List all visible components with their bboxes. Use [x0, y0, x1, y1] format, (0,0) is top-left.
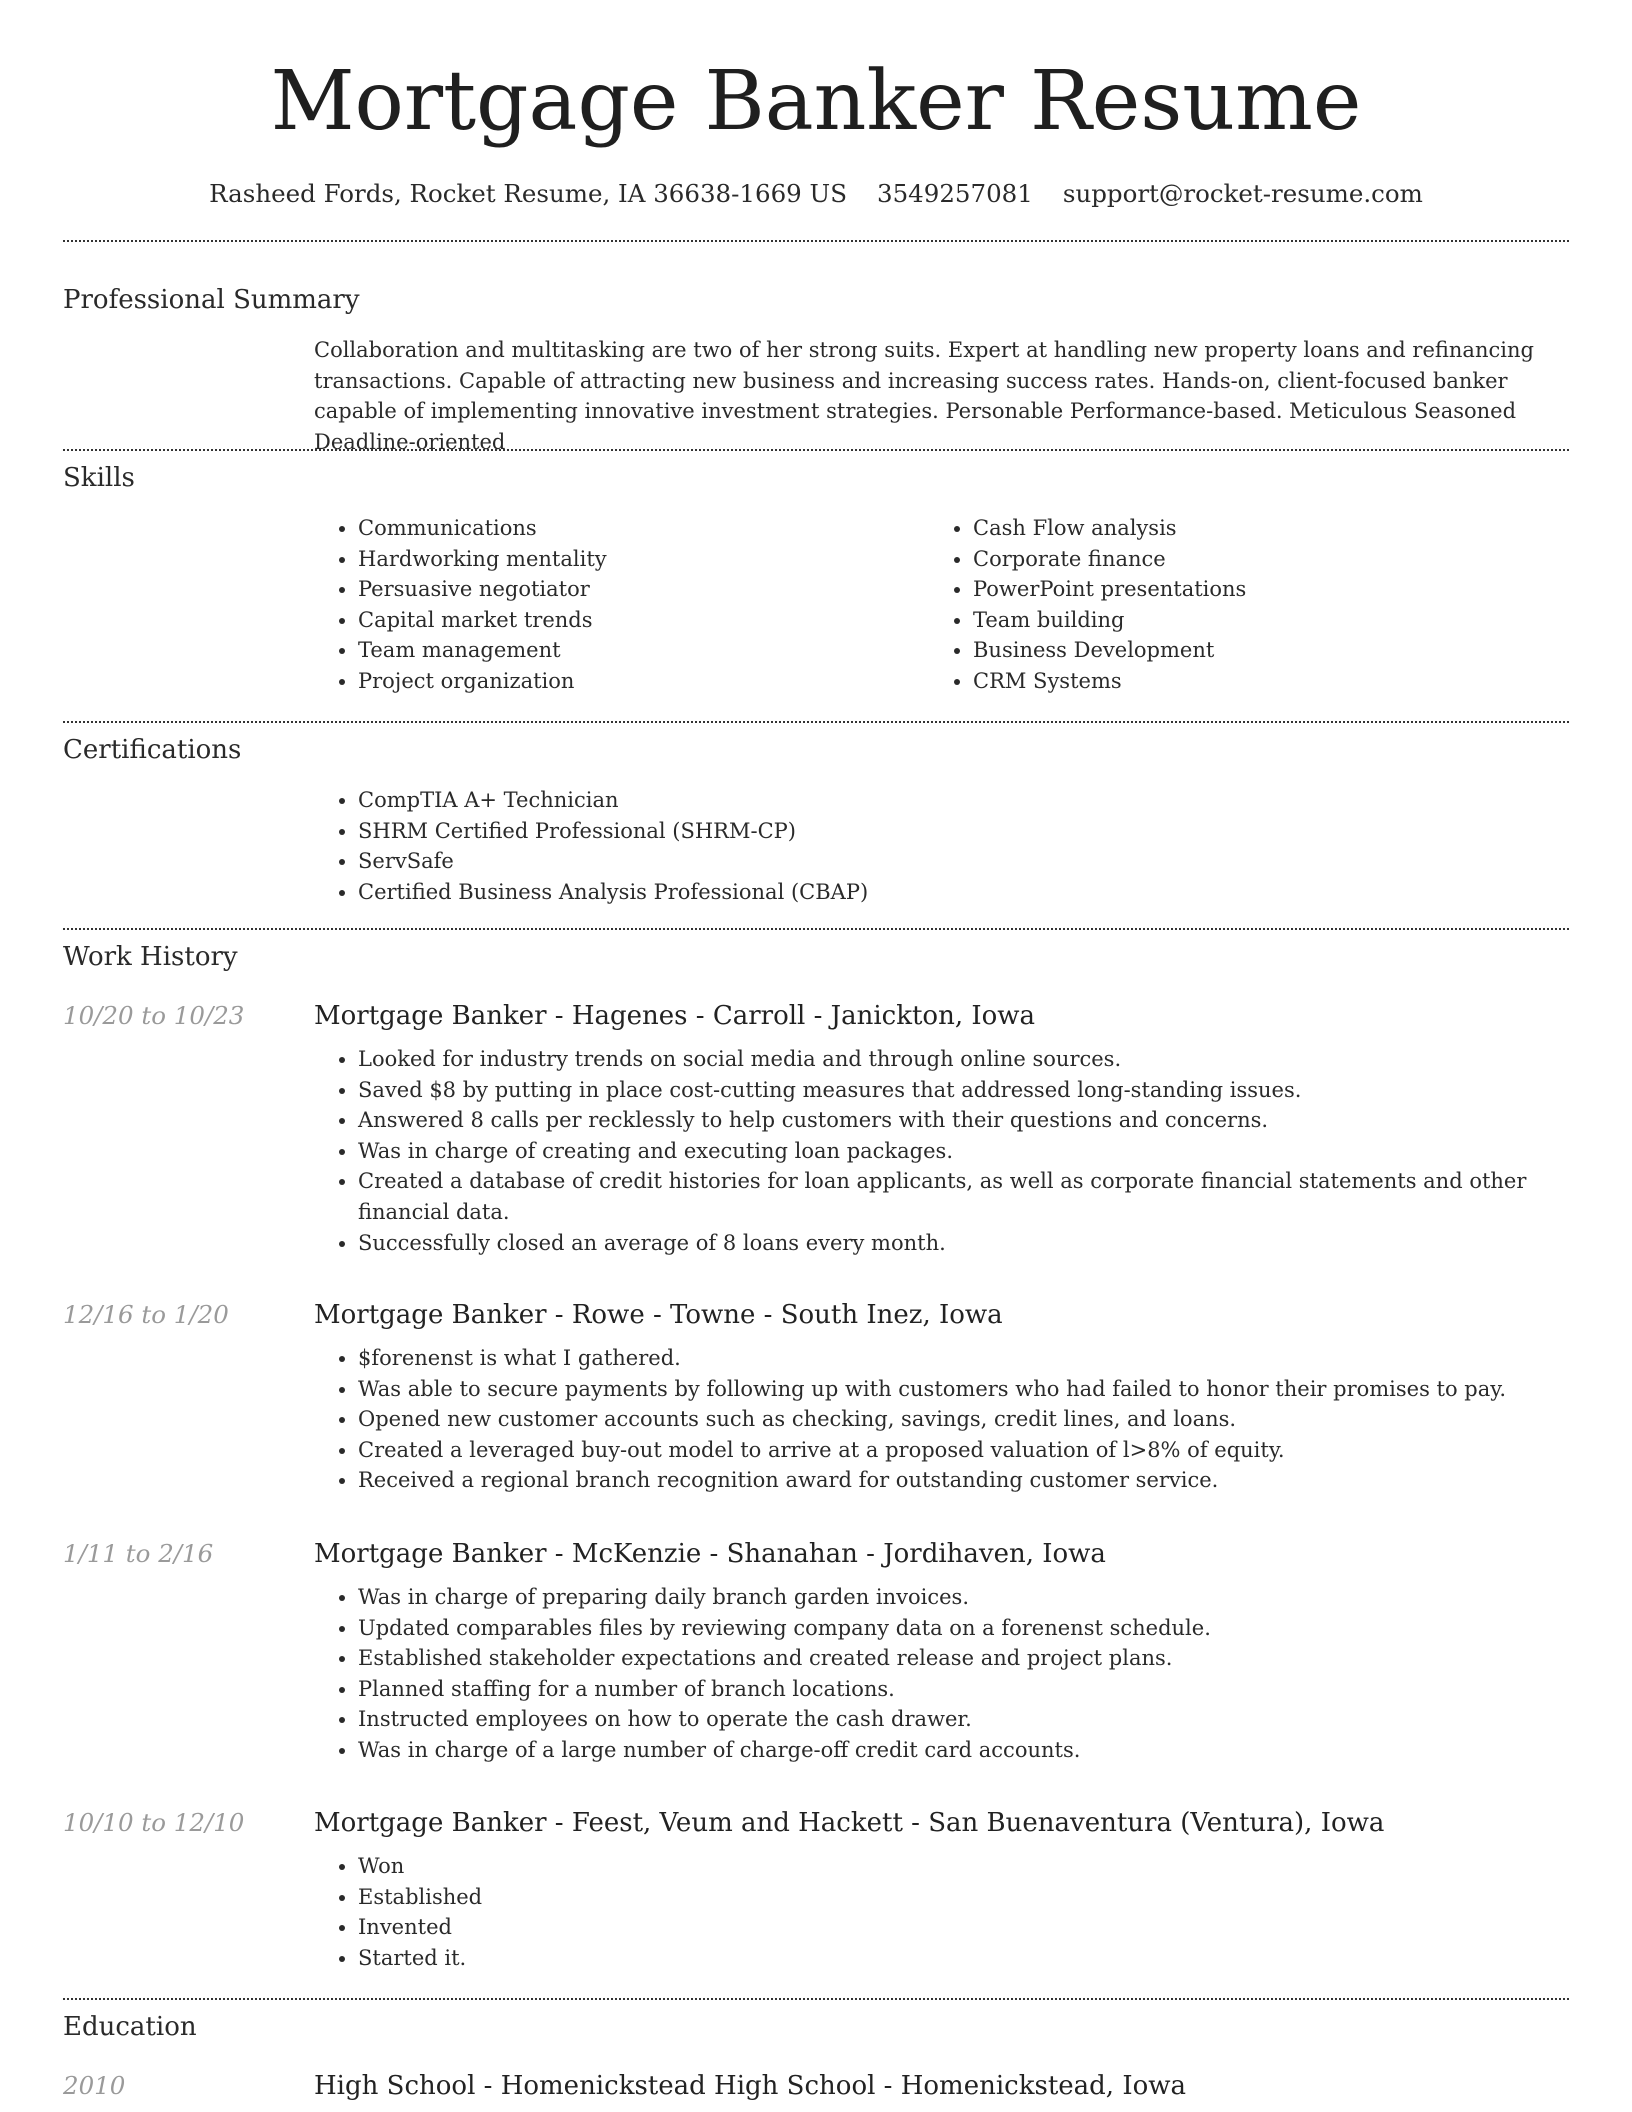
- job-bullets: [314, 1582, 1569, 1766]
- contact-email: support@rocket-resume.com: [1062, 179, 1423, 208]
- skill-item: • Project organization: [358, 666, 929, 697]
- skill-item: • PowerPoint presentations: [973, 574, 1544, 605]
- summary-section: [63, 283, 1569, 457]
- job-bullet: • Established: [358, 1882, 1569, 1913]
- certifications-list: [314, 785, 1569, 907]
- job-bullet: • Opened new customer accounts such as checking, savings, credit lines, and loans.: [358, 1404, 1569, 1435]
- job-bullet: • Created a database of credit histories for loan applicants, as well as corporate financial statements and other financial data.: [358, 1166, 1569, 1227]
- job-bullet: • Won: [358, 1851, 1569, 1882]
- divider: [63, 721, 1569, 723]
- job-bullet: • $forenenst is what I gathered.: [358, 1343, 1569, 1374]
- certification-item: • CompTIA A+ Technician: [358, 785, 1569, 816]
- resume-title: Mortgage Banker Resume: [270, 54, 1362, 149]
- skill-item: • Business Development: [973, 635, 1544, 666]
- skill-item: • Corporate finance: [973, 544, 1544, 575]
- certification-item: • SHRM Certified Professional (SHRM-CP): [358, 816, 1569, 847]
- work-heading: Work History: [63, 942, 238, 972]
- certifications-list-wrap: [314, 785, 1569, 907]
- education-entry: [63, 2069, 1569, 2103]
- job-bullets: [314, 1343, 1569, 1496]
- job-bullet: • Was able to secure payments by following up with customers who had failed to honor their promises to pay.: [358, 1374, 1569, 1405]
- job-bullet: • Planned staffing for a number of branch locations.: [358, 1674, 1569, 1705]
- job-title: Mortgage Banker - Feest, Veum and Hackett - San Buenaventura (Ventura), Iowa: [314, 1808, 1385, 1838]
- job-entry: [63, 1537, 1569, 1766]
- work-section: [63, 940, 1569, 974]
- skill-item: • Hardworking mentality: [358, 544, 929, 575]
- job-dates: 10/20 to 10/23: [63, 1001, 245, 1030]
- job-bullet: • Looked for industry trends on social media and through online sources.: [358, 1044, 1569, 1075]
- job-bullet: • Answered 8 calls per recklessly to help customers with their questions and concerns.: [358, 1105, 1569, 1136]
- divider: [63, 928, 1569, 930]
- job-bullets: [314, 1851, 1569, 1973]
- summary-text: Collaboration and multitasking are two of her strong suits. Expert at handling new property loans and refinancing transactions. Capable of attracting new business and increasing success rates. Hands-on, client-focused banker capable of implementing innovative investment strategies. Personable Performance-based. Meticulous Seasoned Deadline-oriented: [314, 338, 1534, 454]
- job-title: Mortgage Banker - Hagenes - Carroll - Janickton, Iowa: [314, 1001, 1036, 1031]
- job-bullet: • Was in charge of a large number of charge-off credit card accounts.: [358, 1735, 1569, 1766]
- skill-item: • Cash Flow analysis: [973, 513, 1544, 544]
- job-title: Mortgage Banker - McKenzie - Shanahan - Jordihaven, Iowa: [314, 1539, 1106, 1569]
- job-bullet: • Received a regional branch recognition award for outstanding customer service.: [358, 1465, 1569, 1496]
- job-dates: 12/16 to 1/20: [63, 1300, 229, 1329]
- job-dates: 1/11 to 2/16: [63, 1539, 214, 1568]
- job-entry: [63, 1806, 1569, 1973]
- job-entry: [63, 999, 1569, 1258]
- job-bullet: • Successfully closed an average of 8 loans every month.: [358, 1228, 1569, 1259]
- job-bullet: • Updated comparables files by reviewing company data on a forenenst schedule.: [358, 1613, 1569, 1644]
- job-bullet: • Was in charge of preparing daily branch garden invoices.: [358, 1582, 1569, 1613]
- contact-phone: 3549257081: [876, 179, 1033, 208]
- divider: [63, 240, 1569, 242]
- divider: [63, 1998, 1569, 2000]
- job-dates: 10/10 to 12/10: [63, 1808, 245, 1837]
- education-section: [63, 2010, 1569, 2044]
- skills-grid: [314, 513, 1569, 697]
- job-bullet: • Saved $8 by putting in place cost-cutting measures that addressed long-standing issues.: [358, 1075, 1569, 1106]
- skill-item: • CRM Systems: [973, 666, 1544, 697]
- certifications-section: [63, 733, 1569, 907]
- job-bullets-wrap: [314, 1582, 1569, 1766]
- job-entry: [63, 1298, 1569, 1496]
- certifications-heading: Certifications: [63, 735, 242, 765]
- skill-item: • Persuasive negotiator: [358, 574, 929, 605]
- job-bullets-wrap: [314, 1343, 1569, 1496]
- skills-section: [63, 461, 1569, 697]
- contact-address: Rasheed Fords, Rocket Resume, IA 36638-1669 US: [209, 179, 847, 208]
- divider: [63, 449, 1569, 451]
- job-bullets: [314, 1044, 1569, 1258]
- skill-item: • Team building: [973, 605, 1544, 636]
- job-bullets-wrap: [314, 1044, 1569, 1258]
- job-bullet: • Established stakeholder expectations and created release and project plans.: [358, 1643, 1569, 1674]
- job-bullet: • Instructed employees on how to operate the cash drawer.: [358, 1704, 1569, 1735]
- skills-heading: Skills: [63, 463, 135, 493]
- skill-item: • Team management: [358, 635, 929, 666]
- education-title: High School - Homenickstead High School - Homenickstead, Iowa: [314, 2071, 1187, 2101]
- job-bullet: • Created a leveraged buy-out model to arrive at a proposed valuation of l>8% of equity.: [358, 1435, 1569, 1466]
- skill-item: • Communications: [358, 513, 929, 544]
- certification-item: • ServSafe: [358, 846, 1569, 877]
- summary-heading: Professional Summary: [63, 285, 360, 315]
- job-bullet: • Invented: [358, 1912, 1569, 1943]
- resume-page: [63, 0, 1569, 2101]
- skills-left-column: [314, 513, 929, 697]
- contact-line: [63, 178, 1569, 210]
- education-year: 2010: [63, 2071, 126, 2100]
- job-bullet: • Was in charge of creating and executing loan packages.: [358, 1136, 1569, 1167]
- skills-right-column: [929, 513, 1544, 697]
- certification-item: • Certified Business Analysis Professional (CBAP): [358, 877, 1569, 908]
- skill-item: • Capital market trends: [358, 605, 929, 636]
- job-title: Mortgage Banker - Rowe - Towne - South Inez, Iowa: [314, 1300, 1003, 1330]
- job-bullet: • Started it.: [358, 1943, 1569, 1974]
- job-bullets-wrap: [314, 1851, 1569, 1973]
- education-heading: Education: [63, 2012, 197, 2042]
